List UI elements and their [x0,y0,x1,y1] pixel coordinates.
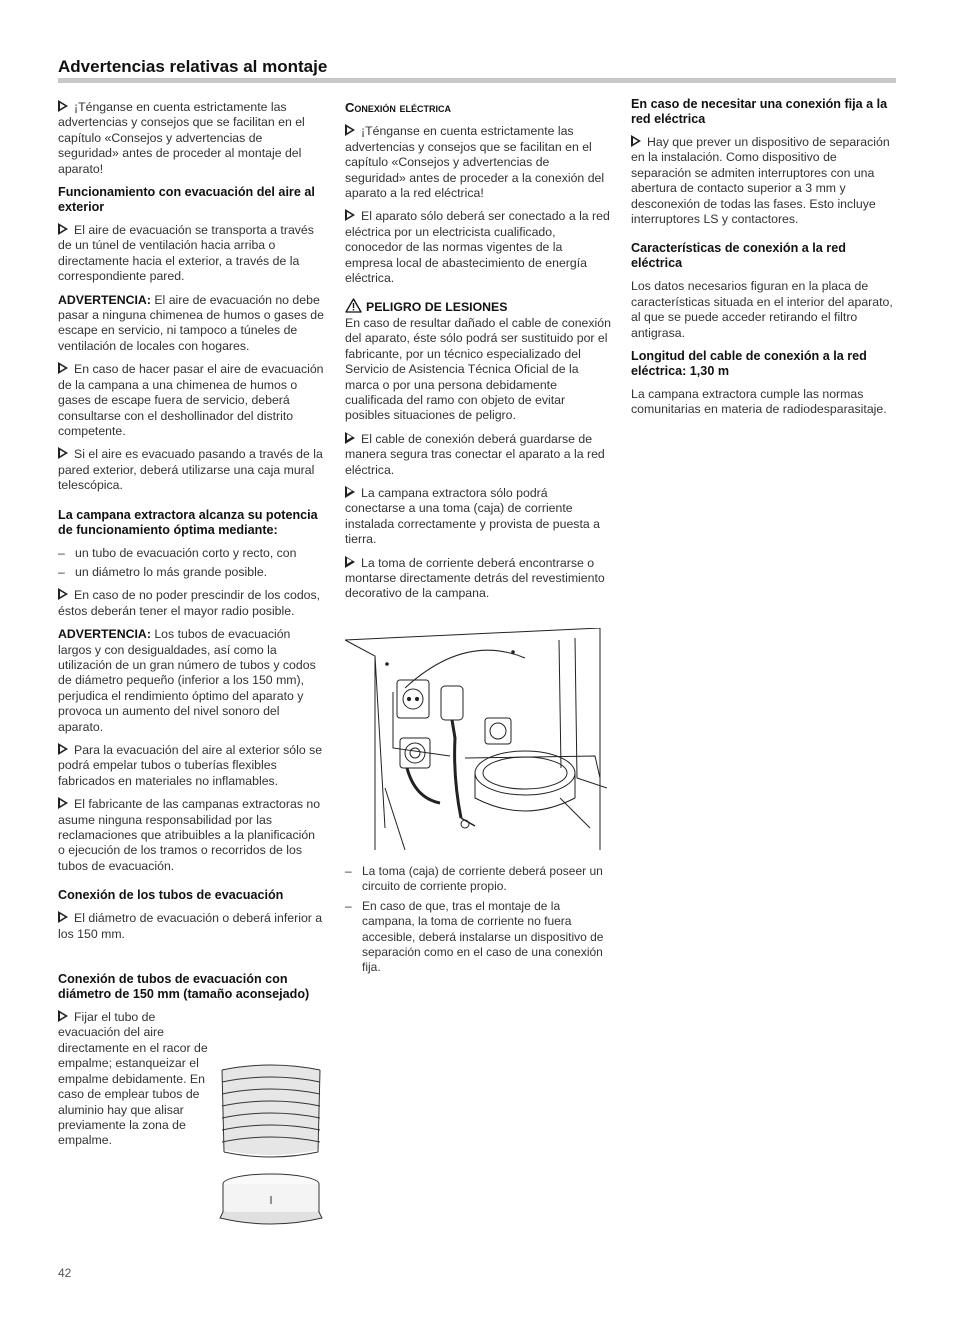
triangle-bullet-icon [58,100,68,112]
warning-paragraph: ADVERTENCIA: El aire de evacuación no debe pasar a ninguna chimenea de humos o gases de escape en servicio, ni tampoco a túneles de ventilación de locales con hogares. [58,292,324,353]
warning-heading: PELIGRO DE LESIONES [345,298,611,315]
heading-conexion-tubos: Conexión de los tubos de evacuación [58,888,284,903]
column-3 [631,97,893,426]
page-title: Advertencias relativas al montaje [58,57,328,76]
triangle-bullet-icon [345,556,355,568]
triangle-bullet-icon [345,432,355,444]
title-rule [58,78,896,83]
paragraph: Para la evacuación del aire al exterior sólo se podrá empelar tubos o tuberías flexibles fabricados en materiales no inflamables. [58,743,323,788]
paragraph: El aire de evacuación se transporta a través de un túnel de ventilación hacia arriba o directamente hacia el exterior, a través de la correspondiente pared. [58,223,314,284]
list-item: – un diámetro lo más grande posible. [58,565,324,580]
paragraph: El aparato sólo deberá ser conectado a la red eléctrica por un electricista cualificado, conocedor de las normas vigentes de la empresa local de abastecimiento de energía eléctrica. [345,209,610,286]
triangle-bullet-icon [58,911,68,923]
heading-potencia: La campana extractora alcanza su potencia de funcionamiento óptima mediante: [58,507,318,537]
warning-block [345,298,611,423]
paragraph: El cable de conexión deberá guardarse de manera segura tras conectar el aparato a la red eléctrica. [345,431,605,477]
paragraph: ¡Ténganse en cuenta estrictamente las advertencias y consejos que se facilitan en el capítulo «Consejos y advertencias de seguridad» antes de proceder a la conexión del aparato a la red eléctrica! [345,124,605,201]
heading-caracteristicas: Características de conexión a la red eléctrica [631,241,846,271]
heading-conexion-150: Conexión de tubos de evacuación con diámetro de 150 mm (tamaño aconsejado) [58,972,310,1002]
list-item: – un tubo de evacuación corto y recto, con [58,546,324,561]
list-item: – En caso de que, tras el montaje de la campana, la toma de corriente no fuera accesible, deberá instalarse un dispositivo de separación como en el caso de una conexión fija. [345,899,611,976]
paragraph: El diámetro de evacuación o deberá inferior a los 150 mm. [58,911,323,941]
triangle-bullet-icon [58,447,68,459]
warning-triangle-icon [345,298,362,313]
triangle-bullet-icon [345,486,355,498]
triangle-bullet-icon [58,743,68,755]
heading-funcionamiento: Funcionamiento con evacuación del aire al exterior [58,185,315,215]
electrical-connection-illustration [345,628,607,850]
triangle-bullet-icon [631,135,641,147]
triangle-bullet-icon [345,209,355,221]
heading-longitud-cable: Longitud del cable de conexión a la red eléctrica: 1,30 m [631,349,867,379]
paragraph: La campana extractora cumple las normas comunitarias en materia de radiodesparasitaje. [631,387,887,417]
paragraph: Hay que prever un dispositivo de separación en la instalación. Como dispositivo de separación se admiten interruptores con una abertura de contacto superior a 3 mm y desconexión de todas las fases. Esto incluye interruptores LS y contactores. [631,135,890,227]
heading-conexion-fija: En caso de necesitar una conexión fija a la red eléctrica [631,97,888,126]
triangle-bullet-icon [58,362,68,374]
triangle-bullet-icon [58,588,68,600]
paragraph: En caso de hacer pasar el aire de evacuación de la campana a una chimenea de humos o gases de escape fuera de servicio, deberá consultarse con el deshollinador del distrito competente. [58,362,324,438]
paragraph: El fabricante de las campanas extractoras no asume ninguna responsabilidad por las reclamaciones que atribuibles a la planificación o ejecución de los tramos o recorridos de los tubos de evacuación. [58,797,321,873]
page-number: 42 [58,1266,72,1280]
dash-list [345,864,611,980]
column-1 [58,100,324,1157]
list-item: – La toma (caja) de corriente deberá poseer un circuito de corriente propio. [345,864,611,895]
column-2 [345,100,611,975]
paragraph: Fijar el tubo de evacuación del aire directamente en el racor de empalme; estanqueizar el empalme debidamente. En caso de emplear tubos de aluminio hay que alisar previamente la zona de empalme. [58,1010,208,1148]
triangle-bullet-icon [58,1010,68,1022]
exhaust-duct-illustration [218,1062,324,1228]
paragraph: En caso de resultar dañado el cable de conexión del aparato, éste sólo podrá ser sustituido por el fabricante, por un técnico especializado del Servicio de Asistencia Técnica Oficial de la marca o por una persona debidamente cualificada del ramo con objeto de evitar posibles situaciones de peligro. [345,315,611,423]
paragraph: Los datos necesarios figuran en la placa de características situada en el interior del aparato, al que se puede acceder retirando el filtro antigrasa. [631,279,893,340]
dash-list [58,546,324,581]
paragraph: En caso de no poder prescindir de los codos, éstos deberán tener el mayor radio posible. [58,588,321,618]
paragraph: La toma de corriente deberá encontrarse o montarse directamente detrás del revestimiento decorativo de la campana. [345,555,605,601]
paragraph: ¡Ténganse en cuenta estrictamente las advertencias y consejos que se facilitan en el capítulo «Consejos y advertencias de seguridad» antes de proceder al montaje del aparato! [58,100,305,176]
triangle-bullet-icon [58,223,68,235]
triangle-bullet-icon [58,797,68,809]
paragraph: La campana extractora sólo podrá conectarse a una toma (caja) de corriente instalada correctamente y provista de puesta a tierra. [345,485,600,547]
paragraph: Si el aire es evacuado pasando a través de la pared exterior, deberá utilizarse una caja mural telescópica. [58,447,323,493]
warning-paragraph: ADVERTENCIA: Los tubos de evacuación largos y con desigualdades, así como la utilización de un gran número de tubos y codos de diámetro pequeño (inferior a los 150 mm), perjudica el rendimiento óptimo del aparato y provoca un aumento del nivel sonoro del aparato. [58,627,316,734]
heading-conexion-electrica: Conexión eléctrica [345,100,452,115]
triangle-bullet-icon [345,124,355,136]
